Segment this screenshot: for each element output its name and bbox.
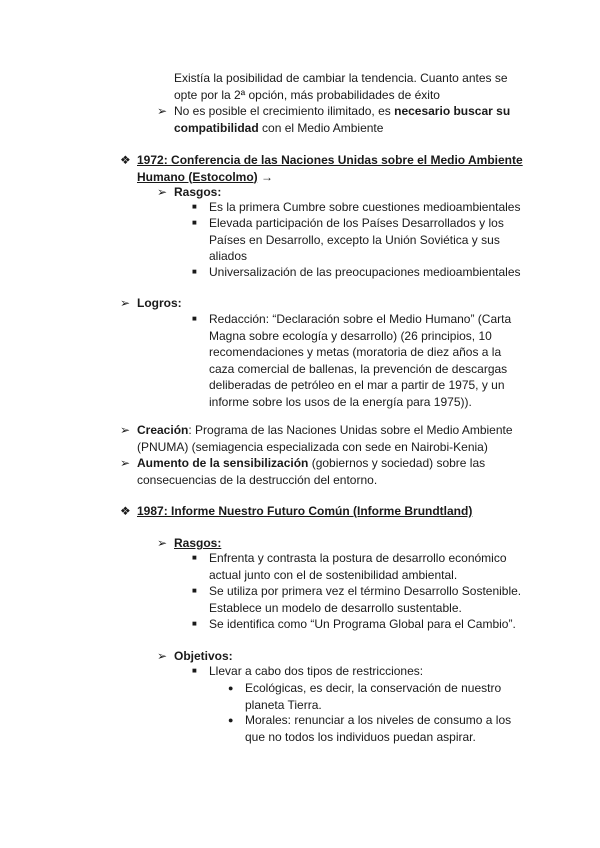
square-bullet-icon: ■: [192, 314, 197, 323]
list-item-line: Es la primera Cumbre sobre cuestiones medioambientales: [209, 200, 521, 214]
intro-point: [174, 103, 510, 136]
list-item-line: Llevar a cabo dos tipos de restricciones:: [209, 664, 424, 678]
arrow-bullet-icon: ➢: [120, 423, 131, 437]
list-item: [209, 663, 423, 680]
intro-line: Existía la posibilidad de cambiar la tendencia. Cuanto antes se: [174, 71, 508, 85]
list-item-line: caza comercial de ballenas, la prevención de descargas: [209, 361, 508, 376]
square-bullet-icon: ■: [192, 586, 197, 595]
diamond-bullet-icon: ❖: [120, 504, 131, 518]
list-item-line: planeta Tierra.: [245, 697, 322, 712]
list-item-line: aliados: [209, 249, 248, 263]
intro-bold-text: compatibilidad: [174, 120, 259, 135]
list-item: [209, 264, 521, 281]
list-item-line: Establece un modelo de desarrollo sustentable.: [209, 600, 462, 615]
creacion-item: [137, 422, 513, 455]
section-1972-title: [137, 152, 523, 185]
list-item: [209, 583, 521, 616]
arrow-bullet-icon: ➢: [120, 296, 131, 310]
diamond-bullet-icon: ❖: [120, 153, 131, 167]
objetivos-heading: Objetivos:: [174, 649, 233, 663]
creacion-text: : Programa de las Naciones Unidas sobre el Medio Ambiente: [188, 423, 513, 437]
arrow-bullet-icon: ➢: [157, 185, 168, 199]
intro-paragraph: [174, 70, 508, 103]
aumento-item: [137, 455, 485, 488]
intro-text: No es posible el crecimiento ilimitado, es: [174, 104, 395, 118]
sub-list-item: [245, 712, 511, 745]
list-item-line: Países en Desarrollo, excepto la Unión Soviética y sus: [209, 232, 500, 247]
logros-item: [209, 311, 511, 410]
arrow-bullet-icon: ➢: [157, 649, 168, 663]
square-bullet-icon: ■: [192, 553, 197, 562]
list-item-line: Elevada participación de los Países Desarrollados y los: [209, 216, 504, 230]
section-title-line: 1972: Conferencia de las Naciones Unidas sobre el Medio Ambiente: [137, 153, 523, 167]
list-item-line: Se utiliza por primera vez el término Desarrollo Sostenible.: [209, 584, 522, 598]
dot-bullet-icon: ●: [228, 683, 234, 693]
section-1987-title: 1987: Informe Nuestro Futuro Común (Informe Brundtland): [137, 504, 473, 518]
square-bullet-icon: ■: [192, 202, 197, 211]
list-item-line: Ecológicas, es decir, la conservación de nuestro: [245, 681, 502, 695]
intro-text: con el Medio Ambiente: [258, 120, 384, 135]
intro-bold-text: necesario buscar su: [394, 104, 511, 118]
rasgos-1972-heading: Rasgos:: [174, 185, 222, 199]
square-bullet-icon: ■: [192, 267, 197, 276]
list-item-line: que no todos los individuos puedan aspirar.: [245, 729, 476, 744]
dot-bullet-icon: ●: [228, 715, 234, 725]
list-item-line: Morales: renunciar a los niveles de consumo a los: [245, 713, 512, 727]
list-item: [209, 215, 504, 265]
square-bullet-icon: ■: [192, 666, 197, 675]
arrow-bullet-icon: ➢: [120, 456, 131, 470]
arrow-bullet-icon: ➢: [157, 104, 168, 118]
aumento-label: Aumento de la sensibilización: [137, 456, 309, 470]
list-item: [209, 550, 507, 583]
creacion-text: (PNUMA) (semiagencia especializada con sede en Nairobi-Kenia): [137, 439, 488, 454]
intro-line: opte por la 2ª opción, más probabilidades de éxito: [174, 87, 440, 102]
logros-heading: Logros:: [137, 296, 182, 310]
list-item: [209, 199, 520, 216]
list-item-line: Se identifica como “Un Programa Global para el Cambio”.: [209, 617, 516, 631]
section-title-line: Humano (Estocolmo): [137, 169, 258, 184]
list-item-line: informe sobre los usos de la energía para 1975)).: [209, 394, 472, 409]
square-bullet-icon: ■: [192, 218, 197, 227]
creacion-label: Creación: [137, 423, 189, 437]
square-bullet-icon: ■: [192, 619, 197, 628]
aumento-text: (gobiernos y sociedad) sobre las: [308, 456, 486, 470]
list-item-line: Magna sobre ecología y desarrollo) (26 principios, 10: [209, 328, 492, 343]
right-arrow-icon: →: [257, 169, 274, 184]
list-item-line: Universalización de las preocupaciones medioambientales: [209, 265, 521, 279]
list-item-line: actual junto con el de sostenibilidad ambiental.: [209, 567, 458, 582]
list-item-line: recomendaciones y metas (moratoria de diez años a la: [209, 345, 502, 359]
list-item-line: Redacción: “Declaración sobre el Medio Humano” (Carta: [209, 312, 512, 326]
list-item-line: Enfrenta y contrasta la postura de desarrollo económico: [209, 551, 507, 565]
list-item: [209, 616, 516, 633]
aumento-text: consecuencias de la destrucción del entorno.: [137, 472, 378, 487]
arrow-bullet-icon: ➢: [157, 536, 168, 550]
list-item-line: deliberadas de petróleo en el mar a partir de 1975, y un: [209, 378, 505, 392]
rasgos-1987-heading: Rasgos:: [174, 536, 222, 550]
sub-list-item: [245, 680, 501, 713]
